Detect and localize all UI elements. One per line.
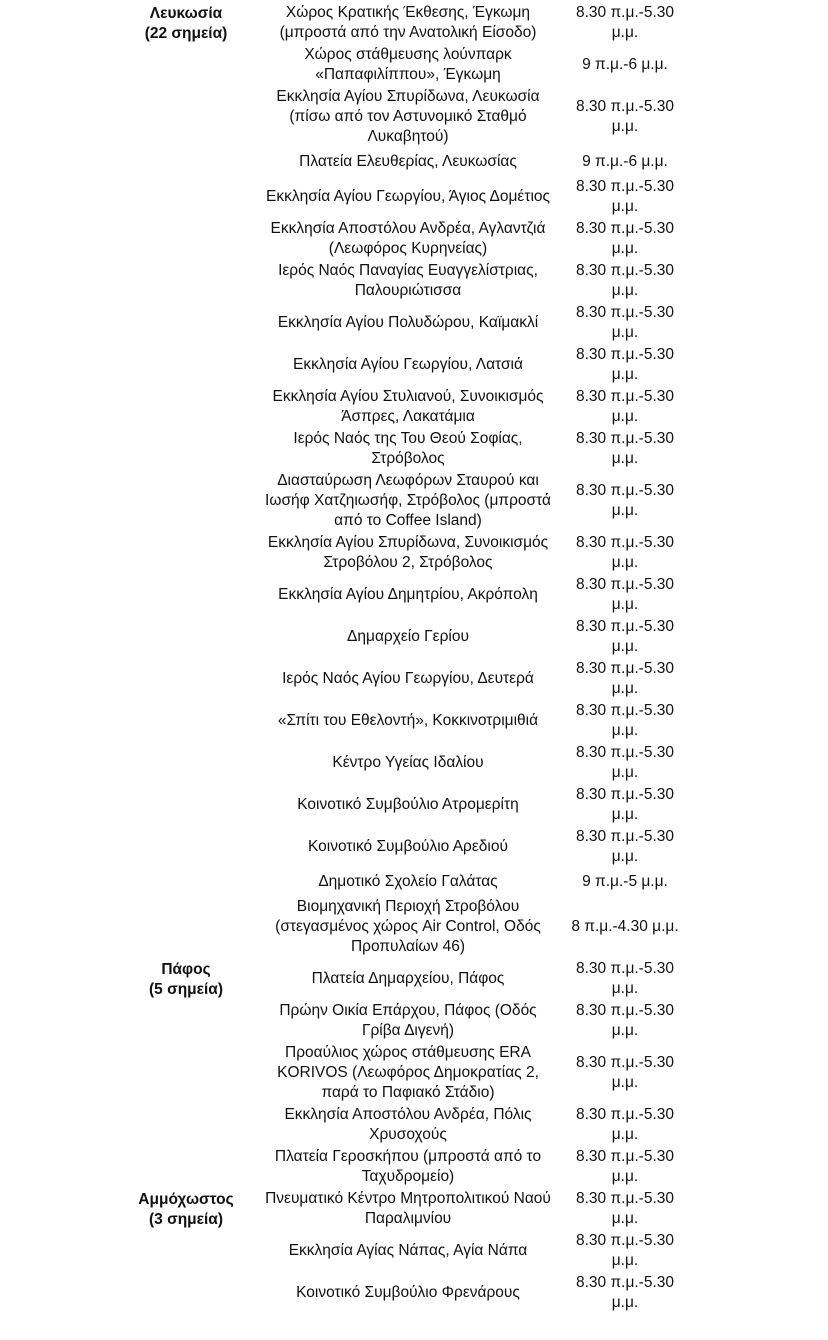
table-row bbox=[0, 574, 828, 616]
location-cell bbox=[246, 344, 570, 386]
region-name: Πάφος bbox=[161, 961, 211, 978]
hours-text: 8.30 π.μ.-5.30 μ.μ. bbox=[575, 220, 675, 257]
hours-cell bbox=[570, 574, 680, 616]
location-cell bbox=[246, 1104, 570, 1146]
location-text: Δημαρχείο Γερίου bbox=[347, 628, 469, 645]
hours-text: 8.30 π.μ.-5.30 μ.μ. bbox=[575, 1148, 675, 1185]
location-text: Κοινοτικό Συμβούλιο Αρεδιού bbox=[308, 838, 508, 855]
hours-text: 8.30 π.μ.-5.30 μ.μ. bbox=[575, 1054, 675, 1091]
location-cell bbox=[246, 1146, 570, 1188]
location-cell bbox=[246, 260, 570, 302]
location-text: Διασταύρωση Λεωφόρων Σταυρού και Ιωσήφ Χατζηιωσήφ, Στρόβολος (μπροστά από το Coffee Island) bbox=[265, 472, 551, 529]
region-empty bbox=[126, 700, 246, 742]
hours-text: 8.30 π.μ.-5.30 μ.μ. bbox=[575, 388, 675, 425]
location-cell bbox=[246, 1042, 570, 1104]
hours-cell bbox=[570, 616, 680, 658]
region-empty bbox=[126, 868, 246, 896]
region-count: (22 σημεία) bbox=[144, 25, 228, 42]
hours-cell bbox=[570, 344, 680, 386]
table-row bbox=[0, 1146, 828, 1188]
hours-text: 8.30 π.μ.-5.30 μ.μ. bbox=[575, 744, 675, 781]
hours-text: 9 π.μ.-6 μ.μ. bbox=[582, 56, 668, 73]
location-cell bbox=[246, 868, 570, 896]
hours-text: 8.30 π.μ.-5.30 μ.μ. bbox=[575, 618, 675, 655]
location-text: Πνευματικό Κέντρο Μητροπολιτικού Ναού Παραλιμνίου bbox=[265, 1190, 551, 1227]
location-cell bbox=[246, 218, 570, 260]
hours-cell bbox=[570, 428, 680, 470]
location-text: Προαύλιος χώρος στάθμευσης ERA KORIVOS (Λεωφόρος Δημοκρατίας 2, παρά το Παφιακό Στάδιο) bbox=[277, 1044, 539, 1101]
location-cell bbox=[246, 176, 570, 218]
location-text: Εκκλησία Αγίας Νάπας, Αγία Νάπα bbox=[288, 1242, 528, 1259]
region-label bbox=[126, 958, 246, 1000]
location-cell bbox=[246, 1272, 570, 1314]
region-empty bbox=[126, 658, 246, 700]
location-text: Πλατεία Γεροσκήπου (μπροστά από το Ταχυδρομείο) bbox=[274, 1148, 542, 1185]
table-row bbox=[0, 344, 828, 386]
table-row bbox=[0, 1042, 828, 1104]
region-empty bbox=[126, 176, 246, 218]
location-text: Ιερός Ναός της Του Θεού Σοφίας, Στρόβολος bbox=[293, 430, 523, 467]
hours-cell bbox=[570, 470, 680, 532]
location-text: Εκκλησία Αγίου Δημητρίου, Ακρόπολη bbox=[278, 586, 538, 603]
table-row bbox=[0, 302, 828, 344]
region-name: Αμμόχωστος bbox=[138, 1191, 234, 1208]
location-text: Χώρος στάθμευσης λούνπαρκ «Παπαφιλίππου», Έγκωμη bbox=[304, 46, 512, 83]
hours-cell bbox=[570, 148, 680, 176]
location-text: Χώρος Κρατικής Έκθεσης, Έγκωμη (μπροστά από την Ανατολική Είσοδο) bbox=[279, 4, 537, 41]
location-cell bbox=[246, 470, 570, 532]
location-cell bbox=[246, 532, 570, 574]
location-cell bbox=[246, 616, 570, 658]
hours-text: 9 π.μ.-6 μ.μ. bbox=[582, 153, 668, 170]
hours-text: 8.30 π.μ.-5.30 μ.μ. bbox=[575, 576, 675, 613]
region-empty bbox=[126, 44, 246, 86]
hours-cell bbox=[570, 700, 680, 742]
region-empty bbox=[126, 896, 246, 958]
hours-cell bbox=[570, 386, 680, 428]
region-empty bbox=[126, 86, 246, 148]
hours-text: 8.30 π.μ.-5.30 μ.μ. bbox=[575, 1190, 675, 1227]
hours-cell bbox=[570, 176, 680, 218]
location-text: Βιομηχανική Περιοχή Στροβόλου (στεγασμένος χώρος Air Control, Οδός Προπυλαίων 46) bbox=[275, 898, 541, 955]
hours-text: 8.30 π.μ.-5.30 μ.μ. bbox=[575, 430, 675, 467]
location-cell bbox=[246, 1230, 570, 1272]
location-text: Εκκλησία Αποστόλου Ανδρέα, Πόλις Χρυσοχούς bbox=[284, 1106, 532, 1143]
location-cell bbox=[246, 302, 570, 344]
hours-text: 8 π.μ.-4.30 μ.μ. bbox=[571, 918, 679, 935]
hours-cell bbox=[570, 784, 680, 826]
table-row bbox=[0, 896, 828, 958]
region-empty bbox=[126, 1000, 246, 1042]
location-cell bbox=[246, 658, 570, 700]
hours-text: 8.30 π.μ.-5.30 μ.μ. bbox=[575, 98, 675, 135]
location-text: Πλατεία Δημαρχείου, Πάφος bbox=[311, 970, 505, 987]
table-row bbox=[0, 958, 828, 1000]
hours-text: 8.30 π.μ.-5.30 μ.μ. bbox=[575, 1106, 675, 1143]
location-text: Ιερός Ναός Αγίου Γεωργίου, Δευτερά bbox=[282, 670, 534, 687]
location-cell bbox=[246, 44, 570, 86]
location-text: «Σπίτι του Εθελοντή», Κοκκινοτριμιθιά bbox=[277, 712, 539, 729]
region-empty bbox=[126, 784, 246, 826]
hours-text: 9 π.μ.-5 μ.μ. bbox=[582, 873, 668, 890]
location-cell bbox=[246, 148, 570, 176]
hours-text: 8.30 π.μ.-5.30 μ.μ. bbox=[575, 960, 675, 997]
hours-text: 8.30 π.μ.-5.30 μ.μ. bbox=[575, 4, 675, 41]
table-row bbox=[0, 86, 828, 148]
location-text: Εκκλησία Αποστόλου Ανδρέα, Αγλαντζιά (Λεωφόρος Κυρηνείας) bbox=[270, 220, 546, 257]
hours-cell bbox=[570, 302, 680, 344]
table-row bbox=[0, 616, 828, 658]
region-empty bbox=[126, 148, 246, 176]
hours-cell bbox=[570, 44, 680, 86]
table-row bbox=[0, 470, 828, 532]
location-text: Εκκλησία Αγίου Πολυδώρου, Καϊμακλί bbox=[277, 314, 539, 331]
region-empty bbox=[126, 1272, 246, 1314]
region-empty bbox=[126, 532, 246, 574]
location-text: Πρώην Οικία Επάρχου, Πάφος (Οδός Γρίβα Διγενή) bbox=[279, 1002, 537, 1039]
table-row bbox=[0, 700, 828, 742]
region-empty bbox=[126, 428, 246, 470]
location-cell bbox=[246, 386, 570, 428]
hours-cell bbox=[570, 260, 680, 302]
region-empty bbox=[126, 616, 246, 658]
table-row bbox=[0, 1188, 828, 1230]
hours-cell bbox=[570, 826, 680, 868]
hours-text: 8.30 π.μ.-5.30 μ.μ. bbox=[575, 1274, 675, 1311]
table-row bbox=[0, 44, 828, 86]
table-row bbox=[0, 742, 828, 784]
region-empty bbox=[126, 1104, 246, 1146]
hours-text: 8.30 π.μ.-5.30 μ.μ. bbox=[575, 304, 675, 341]
table-row bbox=[0, 386, 828, 428]
region-empty bbox=[126, 344, 246, 386]
table-row bbox=[0, 658, 828, 700]
hours-text: 8.30 π.μ.-5.30 μ.μ. bbox=[575, 482, 675, 519]
location-cell bbox=[246, 742, 570, 784]
hours-text: 8.30 π.μ.-5.30 μ.μ. bbox=[575, 1232, 675, 1269]
region-empty bbox=[126, 1042, 246, 1104]
location-cell bbox=[246, 826, 570, 868]
hours-cell bbox=[570, 1042, 680, 1104]
hours-text: 8.30 π.μ.-5.30 μ.μ. bbox=[575, 786, 675, 823]
hours-cell bbox=[570, 1000, 680, 1042]
region-empty bbox=[126, 1230, 246, 1272]
region-empty bbox=[126, 386, 246, 428]
table-row bbox=[0, 260, 828, 302]
hours-cell bbox=[570, 1146, 680, 1188]
location-text: Πλατεία Ελευθερίας, Λευκωσίας bbox=[299, 153, 517, 170]
hours-text: 8.30 π.μ.-5.30 μ.μ. bbox=[575, 660, 675, 697]
region-empty bbox=[126, 742, 246, 784]
region-empty bbox=[126, 260, 246, 302]
table-row bbox=[0, 784, 828, 826]
hours-cell bbox=[570, 1188, 680, 1230]
hours-text: 8.30 π.μ.-5.30 μ.μ. bbox=[575, 702, 675, 739]
region-name: Λευκωσία bbox=[149, 5, 223, 22]
hours-cell bbox=[570, 86, 680, 148]
locations-table bbox=[0, 2, 828, 1314]
hours-text: 8.30 π.μ.-5.30 μ.μ. bbox=[575, 346, 675, 383]
table-row bbox=[0, 1104, 828, 1146]
region-label bbox=[126, 1188, 246, 1230]
hours-cell bbox=[570, 958, 680, 1000]
region-empty bbox=[126, 574, 246, 616]
location-cell bbox=[246, 700, 570, 742]
location-cell bbox=[246, 86, 570, 148]
location-cell bbox=[246, 574, 570, 616]
location-text: Εκκλησία Αγίου Σπυρίδωνα, Λευκωσία (πίσω από τον Αστυνομικό Σταθμό Λυκαβητού) bbox=[276, 88, 540, 145]
table-row bbox=[0, 1272, 828, 1314]
hours-cell bbox=[570, 1104, 680, 1146]
table-row bbox=[0, 176, 828, 218]
region-label bbox=[126, 2, 246, 44]
location-cell bbox=[246, 1188, 570, 1230]
region-count: (5 σημεία) bbox=[149, 981, 223, 998]
table-row bbox=[0, 532, 828, 574]
location-text: Εκκλησία Αγίου Γεωργίου, Λατσιά bbox=[293, 356, 523, 373]
location-cell bbox=[246, 896, 570, 958]
location-text: Κοινοτικό Συμβούλιο Ατρομερίτη bbox=[297, 796, 519, 813]
location-text: Ιερός Ναός Παναγίας Ευαγγελίστριας, Παλουριώτισσα bbox=[278, 262, 538, 299]
hours-cell bbox=[570, 868, 680, 896]
hours-text: 8.30 π.μ.-5.30 μ.μ. bbox=[575, 1002, 675, 1039]
hours-cell bbox=[570, 1272, 680, 1314]
location-cell bbox=[246, 2, 570, 44]
table-row bbox=[0, 148, 828, 176]
table-row bbox=[0, 218, 828, 260]
location-text: Εκκλησία Αγίου Στυλιανού, Συνοικισμός Άσπρες, Λακατάμια bbox=[272, 388, 544, 425]
location-cell bbox=[246, 428, 570, 470]
table-row bbox=[0, 826, 828, 868]
location-text: Εκκλησία Αγίου Σπυρίδωνα, Συνοικισμός Στροβόλου 2, Στρόβολος bbox=[267, 534, 549, 571]
region-empty bbox=[126, 302, 246, 344]
location-text: Εκκλησία Αγίου Γεωργίου, Άγιος Δομέτιος bbox=[266, 188, 550, 205]
location-text: Δημοτικό Σχολείο Γαλάτας bbox=[318, 873, 498, 890]
hours-text: 8.30 π.μ.-5.30 μ.μ. bbox=[575, 534, 675, 571]
hours-text: 8.30 π.μ.-5.30 μ.μ. bbox=[575, 178, 675, 215]
hours-cell bbox=[570, 896, 680, 958]
region-empty bbox=[126, 1146, 246, 1188]
hours-cell bbox=[570, 742, 680, 784]
hours-cell bbox=[570, 2, 680, 44]
region-empty bbox=[126, 826, 246, 868]
region-count: (3 σημεία) bbox=[149, 1211, 223, 1228]
location-text: Κοινοτικό Συμβούλιο Φρενάρους bbox=[296, 1284, 520, 1301]
table-row bbox=[0, 2, 828, 44]
hours-cell bbox=[570, 218, 680, 260]
hours-text: 8.30 π.μ.-5.30 μ.μ. bbox=[575, 828, 675, 865]
region-empty bbox=[126, 218, 246, 260]
hours-cell bbox=[570, 658, 680, 700]
location-text: Κέντρο Υγείας Ιδαλίου bbox=[332, 754, 484, 771]
region-empty bbox=[126, 470, 246, 532]
table-row bbox=[0, 428, 828, 470]
table-row bbox=[0, 868, 828, 896]
table-row bbox=[0, 1230, 828, 1272]
table-row bbox=[0, 1000, 828, 1042]
hours-cell bbox=[570, 1230, 680, 1272]
location-cell bbox=[246, 958, 570, 1000]
hours-text: 8.30 π.μ.-5.30 μ.μ. bbox=[575, 262, 675, 299]
location-cell bbox=[246, 784, 570, 826]
hours-cell bbox=[570, 532, 680, 574]
location-cell bbox=[246, 1000, 570, 1042]
